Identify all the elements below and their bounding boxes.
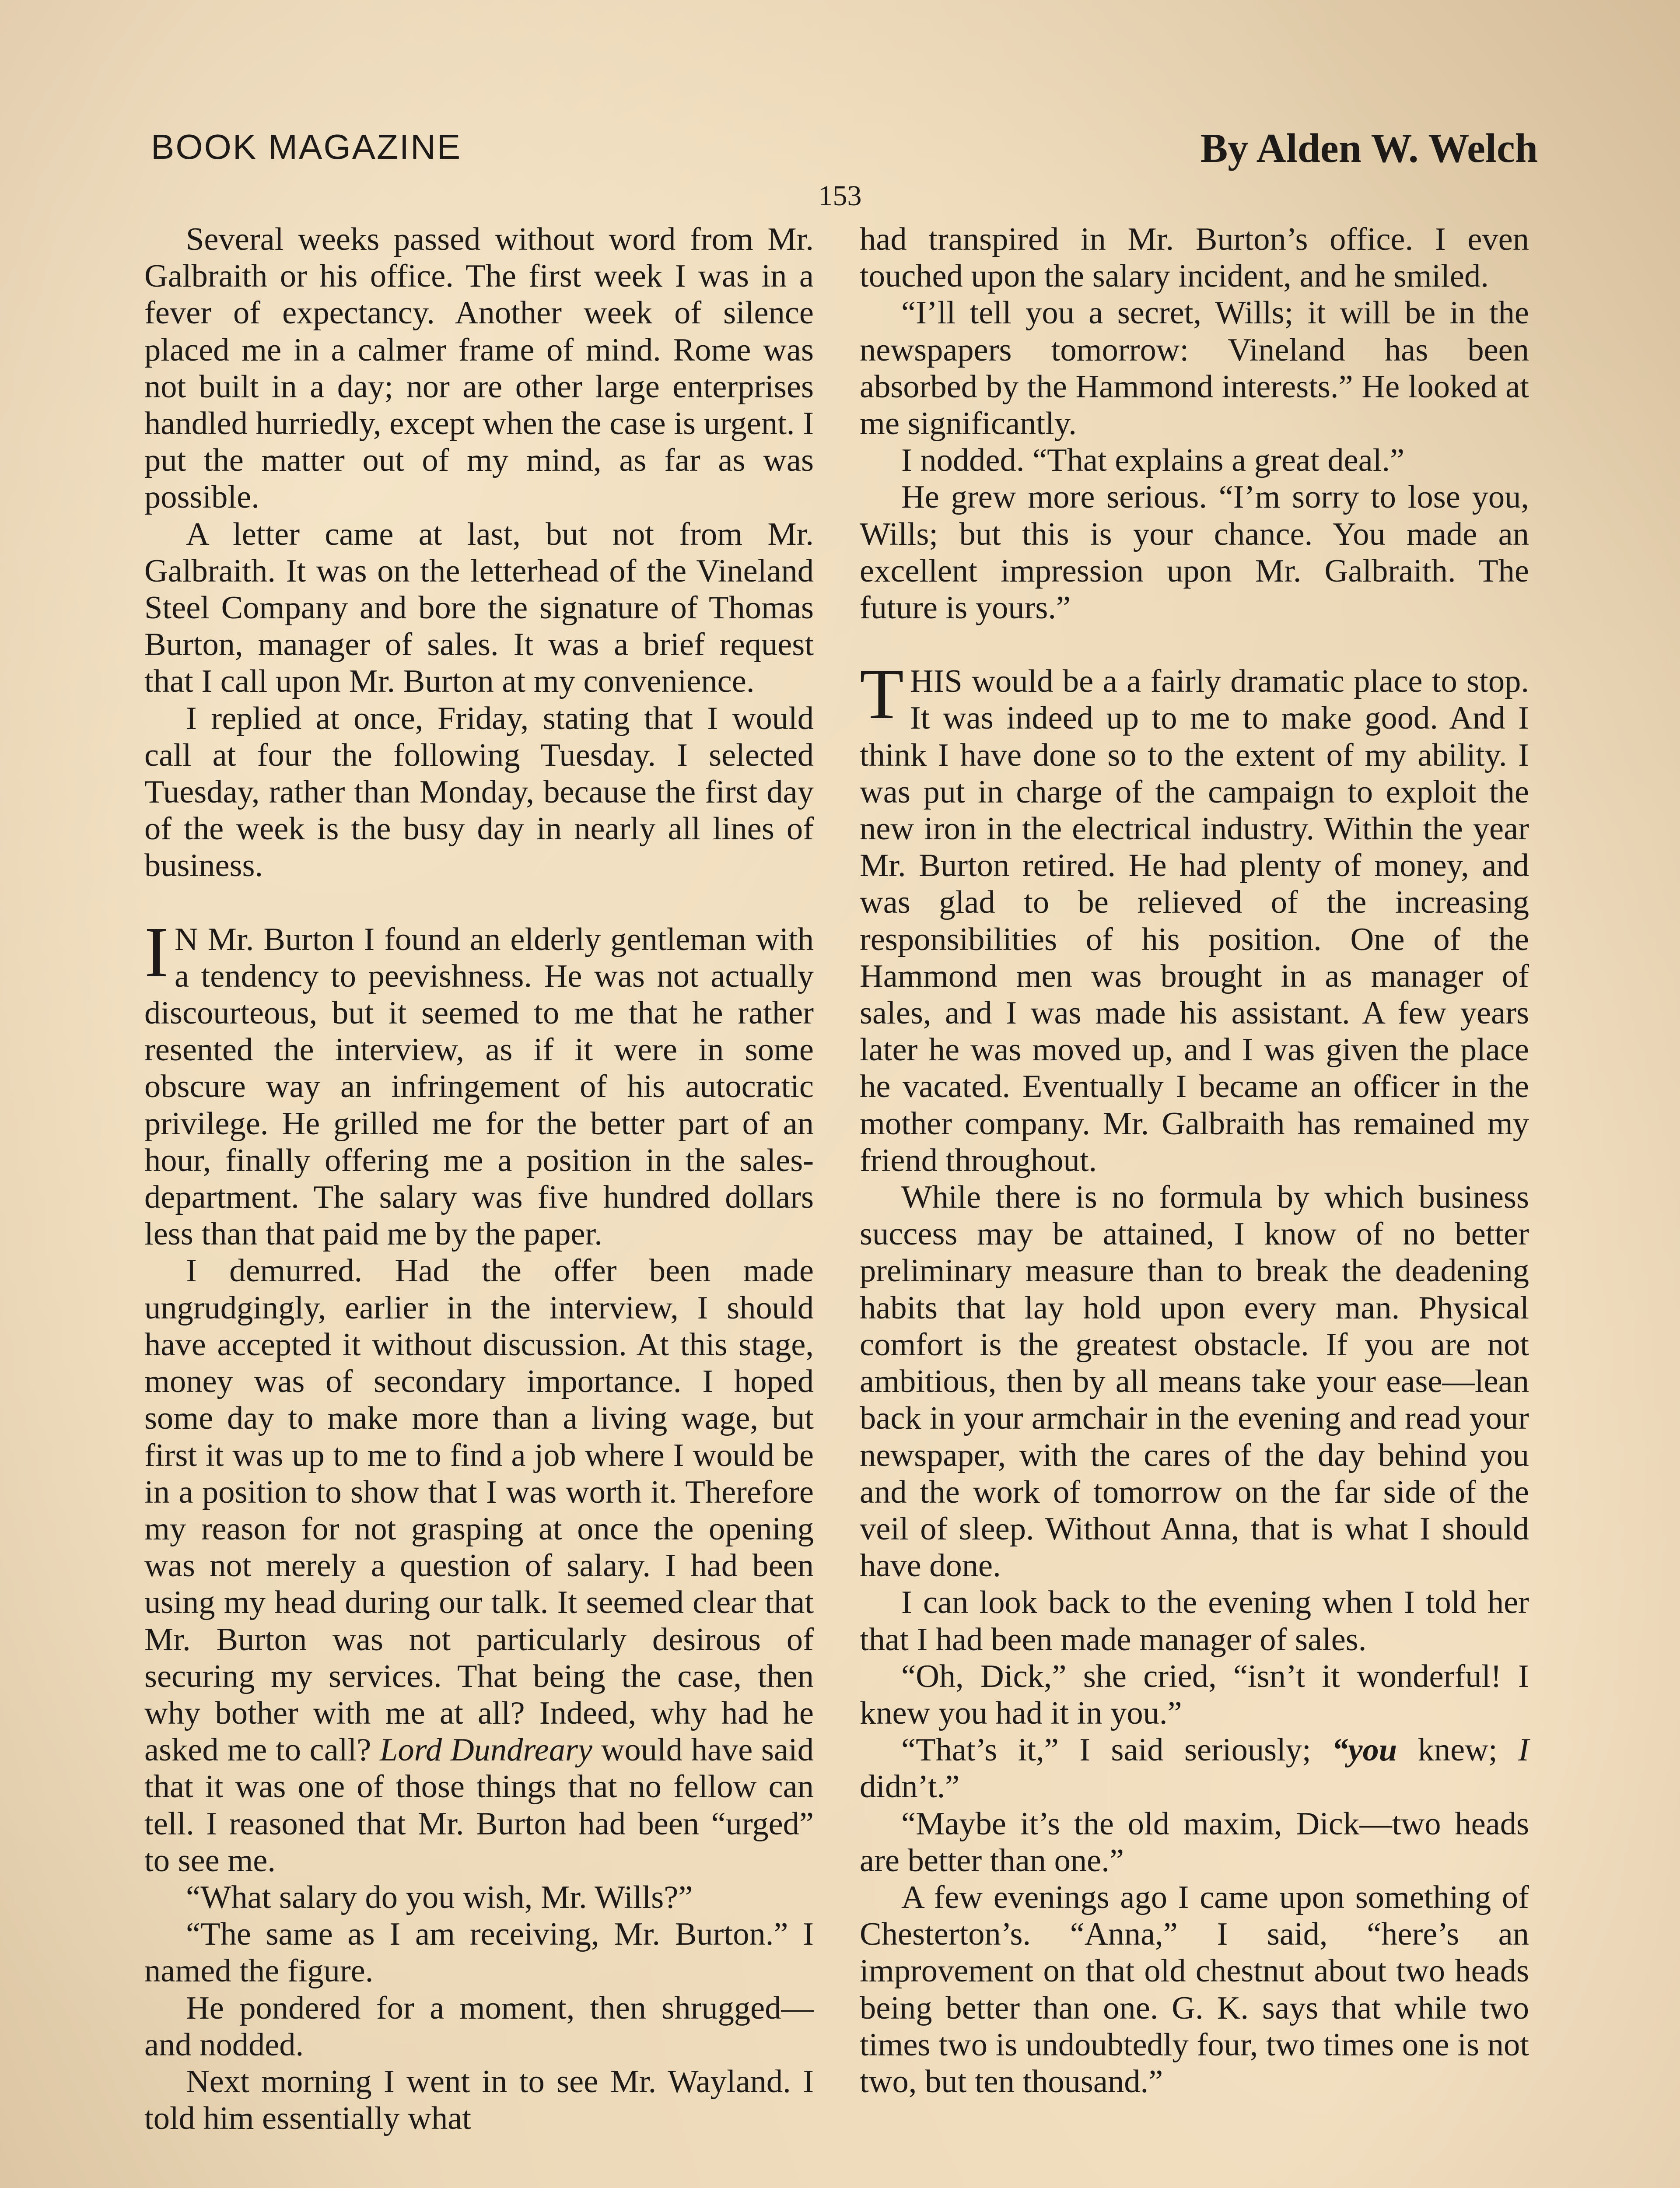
paragraph-text: “That’s it,” I said seriously;: [901, 1732, 1311, 1768]
paragraph: While there is no formula by which business success may be attained, I know of no better preliminary measure than to break the deadening habits that lay hold upon every man. Physical comfort is the greatest obstacle. If you are not ambitious, then by all means take your ease—lean back in your armchair in the evening and read your newspaper, with the cares of the day behind you and the work of tomorrow on the far side of the veil of sleep. Without Anna, that is what I should have done.: [860, 1179, 1529, 1584]
paragraph: “The same as I am receiving, Mr. Burton.” I named the figure.: [144, 1916, 814, 1989]
paragraph: Next morning I went in to see Mr. Wayland. I told him essentially what: [144, 2063, 814, 2137]
section-paragraph: [144, 912, 814, 1253]
paragraph-text: didn’t.”: [860, 1769, 960, 1805]
paragraph-text: HIS would be a a fairly dramatic place to stop. It was indeed up to me to make good. And I think I have done so to the extent of my ability. I was put in charge of the campaign to exploit the new iron in the electrical industry. Within the year Mr. Burton retired. He had plenty of money, and was glad to be relieved of the increasing responsibilities of his position. One of the Hammond men was brought in as manager of sales, and I was made his assistant. A few years later he was moved up, and I was given the place he vacated. Eventually I became an officer in the mother company. Mr. Galbraith has remained my friend throughout.: [860, 663, 1529, 1178]
emphasis-i: I: [1518, 1732, 1530, 1768]
paragraph-text: knew;: [1418, 1732, 1498, 1768]
paragraph-text: N Mr. Burton I found an elderly gentleman with a tendency to peevishness. He was not actually discourteous, but it seemed to me that he rather resented the interview, as if it were in some obscure way an infringement of his autocratic privilege. He grilled me for the better part of an hour, finally offering me a position in the sales-department. The salary was five hundred dollars less than that paid me by the paper.: [144, 921, 814, 1252]
paragraph: A letter came at last, but not from Mr. Galbraith. It was on the letterhead of the Vineland Steel Company and bore the signature of Thomas Burton, manager of sales. It was a brief request that I call upon Mr. Burton at my convenience.: [144, 516, 814, 700]
paragraph: He pondered for a moment, then shrugged—and nodded.: [144, 1990, 814, 2063]
paragraph: [144, 1252, 814, 1879]
section-paragraph: [860, 654, 1529, 1179]
author-byline: By Alden W. Welch: [1200, 126, 1538, 171]
paragraph: He grew more serious. “I’m sorry to lose you, Wills; but this is your chance. You made an excellent impression upon Mr. Galbraith. The future is yours.”: [860, 479, 1529, 626]
emphasis-you: “you: [1332, 1732, 1397, 1768]
italic-name: Lord Dundreary: [379, 1732, 592, 1768]
left-column: [144, 221, 814, 2137]
paragraph: Several weeks passed without word from Mr. Galbraith or his office. The first week I was in a fever of expectancy. Another week of silence placed me in a calmer frame of mind. Rome was not built in a day; nor are other large enterprises handled hurriedly, except when the case is urgent. I put the matter out of my mind, as far as was possible.: [144, 221, 814, 515]
paragraph-text: would have said that it was one of those things that no fellow can tell. I reasoned that Mr. Burton had been “urged” to see me.: [144, 1732, 814, 1879]
paragraph: had transpired in Mr. Burton’s office. I even touched upon the salary incident, and he smiled.: [860, 221, 1529, 295]
paragraph-text: I demurred. Had the offer been made ungrudgingly, earlier in the interview, I should have accepted it without discussion. At this stage, money was of secondary importance. I hoped some day to make more than a living wage, but first it was up to me to find a job where I would be in a position to show that I was worth it. Therefore my reason for not grasping at once the opening was not merely a question of salary. I had been using my head during our talk. It seemed clear that Mr. Burton was not particularly desirous of securing my services. That being the case, then why bother with me at all? Indeed, why had he asked me to call?: [144, 1253, 814, 1768]
paragraph: I can look back to the evening when I told her that I had been made manager of sales.: [860, 1585, 1529, 1658]
page-number: 153: [818, 180, 862, 212]
drop-cap: T: [860, 654, 904, 734]
drop-cap: I: [144, 912, 168, 992]
magazine-title: BOOK MAGAZINE: [151, 127, 462, 166]
paragraph: A few evenings ago I came upon something of Chesterton’s. “Anna,” I said, “here’s an improvement on that old chestnut about two heads being better than one. G. K. says that while two times two is undoubtedly four, two times one is not two, but ten thousand.”: [860, 1879, 1529, 2100]
paragraph: “Oh, Dick,” she cried, “isn’t it wonderful! I knew you had it in you.”: [860, 1658, 1529, 1731]
paragraph: “I’ll tell you a secret, Wills; it will be in the newspapers tomorrow: Vineland has been absorbed by the Hammond interests.” He looked at me significantly.: [860, 295, 1529, 442]
paragraph: I replied at once, Friday, stating that I would call at four the following Tuesday. I selected Tuesday, rather than Monday, because the first day of the week is the busy day in nearly all lines of business.: [144, 700, 814, 884]
paragraph: I nodded. “That explains a great deal.”: [901, 442, 1405, 479]
paragraph: “Maybe it’s the old maxim, Dick—two heads are better than one.”: [860, 1806, 1529, 1879]
right-column: [860, 221, 1529, 2100]
paragraph: [860, 1732, 1529, 1805]
paragraph: “What salary do you wish, Mr. Wills?”: [186, 1879, 693, 1915]
